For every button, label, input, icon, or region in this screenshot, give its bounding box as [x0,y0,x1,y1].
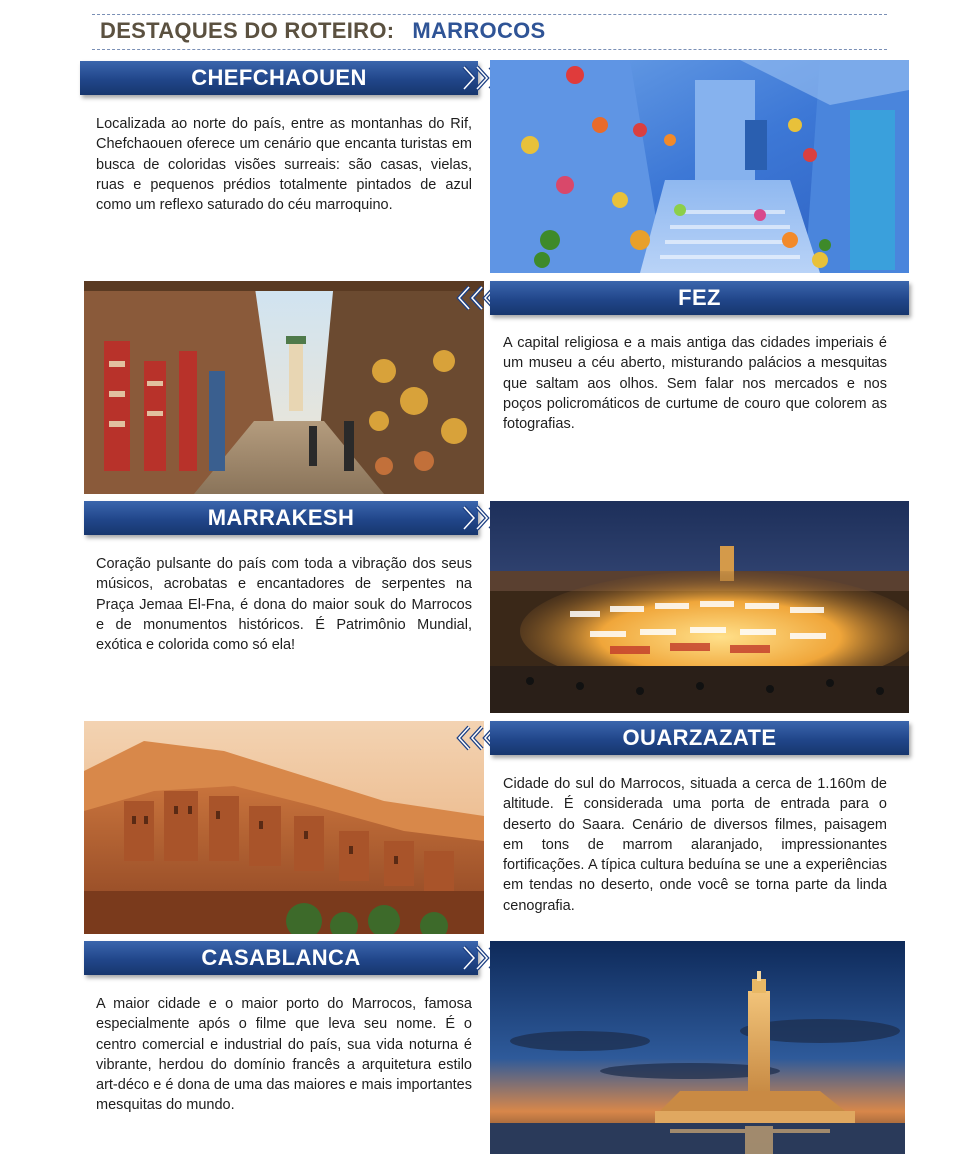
fez-photo [84,281,484,494]
section-text-ouarzazate: Cidade do sul do Marrocos, situada a cerca de 1.160m de altitude. É considerada uma porta de entrada para o deserto do Saara. Cenário de diversos filmes, paisagem em tons de marrom alaranjado, impressionantes fortificações. A típica cultura beduína se une a experiências em tendas no deserto, onde você se torna parte da linda cenografia. [503,776,887,914]
section-text-casablanca: A maior cidade e o maior porto do Marrocos, famosa especialmente após o filme que leva seu nome. É o centro comercial e industrial do país, sua vida noturna é vibrante, herdou do domínio francês a arquitetura estilo art-déco e é dona de uma das maiores e mais importantes mesquitas do mundo. [96,996,472,1114]
section-banner-fez: FEZ [490,281,909,315]
page-title [100,18,546,44]
page-title-prefix: DESTAQUES DO ROTEIRO: [100,18,395,43]
chefchaouen-photo [490,60,909,273]
top-divider [92,14,887,15]
section-banner-ouarzazate: OUARZAZATE [490,721,909,755]
section-banner-marrakesh: MARRAKESH [84,501,478,535]
section-banner-casablanca: CASABLANCA [84,941,478,975]
section-text-chefchaouen: Localizada ao norte do país, entre as montanhas do Rif, Chefchaouen oferece um cenário que encanta turistas em busca de coloridas visões surreais: são casas, vielas, ruas e pequenos prédios totalmente pintados de azul como um reflexo saturado do céu marroquino. [96,116,472,214]
ouarzazate-photo [84,721,484,934]
casablanca-photo [490,941,905,1154]
section-banner-chefchaouen: CHEFCHAOUEN [80,61,478,95]
page-title-country: MARROCOS [412,18,546,43]
header-divider [92,49,887,50]
marrakesh-photo [490,501,909,713]
section-text-fez: A capital religiosa e a mais antiga das cidades imperiais é um museu a céu aberto, misturando palácios a mesquitas que saltam aos olhos. Sem falar nos mercados e nos poços policromáticos de curtume de couro que colorem as fotografias. [503,335,887,433]
section-text-marrakesh: Coração pulsante do país com toda a vibração dos seus músicos, acrobatas e encantadores de serpentes na Praça Jemaa El-Fna, é dona do maior souk do Marrocos e de monumentos históricos. É Patrimônio Mundial, exótica e colorida como só ela! [96,556,472,654]
